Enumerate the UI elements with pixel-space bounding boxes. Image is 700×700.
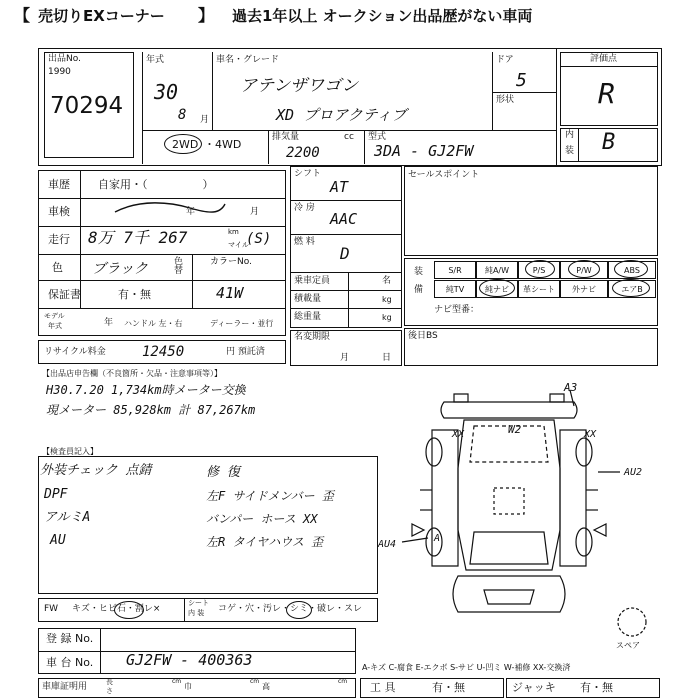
registration-label: 登 録 No. xyxy=(46,632,94,645)
sheet-text: コゲ・穴・汚レ・シミ・破レ・スレ xyxy=(218,604,363,614)
doors-value: 5 xyxy=(516,70,527,91)
chassis-label: 車 台 No. xyxy=(46,656,94,669)
chassis-value: GJ2FW - 400363 xyxy=(126,651,253,669)
interior-label-2: 装 xyxy=(565,146,575,156)
model-label: 型式 xyxy=(368,132,387,142)
mileage-label: 走行 xyxy=(48,233,70,246)
inspector-left-2: DPF xyxy=(44,487,68,502)
color-change-label: 色替 xyxy=(174,257,184,276)
certificate-label: 車庫証明用 xyxy=(42,682,88,692)
mileage-unit-mile: マイル xyxy=(228,241,249,249)
header-note: 過去1年以上 オークション出品歴がない車両 xyxy=(232,7,533,25)
equipment-label-1: 装 xyxy=(414,267,424,277)
shape-label: 形状 xyxy=(496,95,515,105)
inspector-left-4: AU xyxy=(50,533,66,548)
fw-text: キズ・ヒビ石・割レ× xyxy=(72,604,161,614)
equip-tv: 純TV xyxy=(434,280,476,298)
cert-cm-1: cm xyxy=(172,678,182,685)
color-no-value: 41W xyxy=(216,284,244,302)
shift-label: シフト xyxy=(294,169,322,179)
model-year-label-2: 年式 xyxy=(48,322,62,330)
inspection-label: 車検 xyxy=(48,205,70,218)
mileage-unit-km: km xyxy=(228,228,239,236)
inspection-month-unit: 月 xyxy=(250,207,260,217)
lot-sub-value: 1990 xyxy=(48,67,71,77)
inspector-label: 【検査員記入】 xyxy=(42,447,98,456)
cert-length-2: さ xyxy=(106,687,113,695)
warranty-label: 保証書 xyxy=(48,288,81,301)
equip-abs: ABS xyxy=(608,261,656,279)
fuel-label: 燃 料 xyxy=(294,237,315,247)
capacity-label: 乗車定員 xyxy=(294,276,331,286)
strike-scribble xyxy=(110,194,230,224)
color-no-label: カラーNo. xyxy=(210,257,252,267)
tools-label: 工 具 xyxy=(370,681,396,694)
load-unit: kg xyxy=(382,295,392,304)
inspector-right-4: 左R タイヤハウス 歪 xyxy=(206,535,324,549)
handle-options: ハンドル 左・右 xyxy=(124,319,183,328)
interior-value: B xyxy=(602,130,616,155)
year-value: 30 xyxy=(154,80,179,104)
recycle-unit: 円 預託済 xyxy=(226,347,265,357)
equipment-label-2: 備 xyxy=(414,285,424,295)
load-label: 積載量 xyxy=(294,294,322,304)
warranty-value: 有・無 xyxy=(118,288,151,301)
sales-point-label: セールスポイント xyxy=(408,170,480,180)
inspector-left-3: アルミA xyxy=(44,510,91,525)
jack-label: ジャッキ xyxy=(512,681,556,694)
model-value: 3DA - GJ2FW xyxy=(374,142,474,160)
ac-value: AAC xyxy=(330,210,358,228)
tools-value: 有・無 xyxy=(432,681,465,694)
displacement-value: 2200 xyxy=(286,145,320,161)
header-bracket-left: 【 xyxy=(14,6,31,25)
mark-a: A xyxy=(434,533,441,544)
recycle-label: リサイクル料金 xyxy=(44,347,106,357)
cert-length-1: 長 xyxy=(106,678,113,686)
later-doc-label: 後日BS xyxy=(408,331,438,341)
cert-cm-3: cm xyxy=(338,678,348,685)
mark-au4: AU4 xyxy=(378,539,397,550)
inspector-right-3: バンパー ホース XX xyxy=(206,512,318,526)
spare-label: スペア xyxy=(616,641,640,650)
name-change-day: 日 xyxy=(382,353,392,363)
rating-value: R xyxy=(598,77,615,110)
inspection-year-unit: 年 xyxy=(186,207,196,217)
model-year-unit: 年 xyxy=(104,318,114,328)
cert-height: 高 xyxy=(262,682,270,691)
header-bracket-right: 】 xyxy=(198,6,215,25)
mark-xx-right: XX xyxy=(584,429,597,440)
lot-label: 出品No. xyxy=(48,54,81,64)
equip-aw: 純A/W xyxy=(476,261,518,279)
mileage-value: 8万 7千 267 xyxy=(88,228,188,247)
history-value: 自家用・（ ） xyxy=(98,178,214,191)
equip-sr: S/R xyxy=(434,261,476,279)
inspector-left-1: 外装チェック 点錆 xyxy=(40,463,152,478)
rating-label: 評価点 xyxy=(590,54,618,64)
drive-2wd: 2WD xyxy=(172,138,199,151)
notes-label: 【出品店申告欄（不良箇所・欠品・注意事項等）】 xyxy=(42,369,222,378)
month-unit: 月 xyxy=(200,115,210,125)
cert-width: 巾 xyxy=(184,682,192,691)
legend: A-キズ C-腐食 E-エクボ S-サビ U-凹ミ W-補修 XX-交換済 xyxy=(362,663,571,672)
fuel-value: D xyxy=(340,244,350,263)
later-doc-box xyxy=(404,328,658,366)
gross-label: 総重量 xyxy=(294,312,322,322)
car-grade: XD プロアクティブ xyxy=(276,106,407,124)
model-year-label-1: モデル xyxy=(44,312,65,320)
year-label: 年式 xyxy=(146,55,165,65)
cert-cm-2: cm xyxy=(250,678,260,685)
mark-au2: AU2 xyxy=(624,467,643,478)
capacity-unit: 名 xyxy=(382,276,392,286)
inspector-right-2: 左F サイドメンバー 歪 xyxy=(206,489,334,503)
displacement-unit: cc xyxy=(344,132,354,142)
recycle-value: 12450 xyxy=(142,344,185,360)
notes-line-1: H30.7.20 1,734km時メーター交換 xyxy=(46,383,246,397)
color-label: 色 xyxy=(52,261,63,274)
mark-w2: W2 xyxy=(508,423,522,436)
mark-a3: A3 xyxy=(564,381,578,394)
jack-value: 有・無 xyxy=(580,681,613,694)
color-value: ブラック xyxy=(92,261,148,277)
dealer-options: ディーラー・並行 xyxy=(210,319,274,328)
equip-navi: 純ナビ xyxy=(476,280,518,298)
notes-line-2: 現メーター 85,928km 計 87,267km xyxy=(46,403,256,417)
shift-value: AT xyxy=(330,178,349,196)
equip-ps: P/S xyxy=(518,261,560,279)
gross-unit: kg xyxy=(382,313,392,322)
name-change-month: 月 xyxy=(340,353,350,363)
displacement-label: 排気量 xyxy=(272,132,300,142)
mileage-paren: (S) xyxy=(246,231,272,247)
equip-pw: P/W xyxy=(560,261,608,279)
ac-label: 冷 房 xyxy=(294,203,315,213)
car-name: アテンザワゴン xyxy=(240,76,359,96)
navi-label: ナビ型番： xyxy=(434,305,480,315)
equip-airbag: エアB xyxy=(608,280,656,298)
mark-xx-left: XX xyxy=(452,429,465,440)
car-name-label: 車名・グレード xyxy=(216,55,280,65)
drive-4wd: ・4WD xyxy=(204,138,242,151)
history-label: 車歴 xyxy=(48,178,70,191)
sheet-label-2: 内 装 xyxy=(188,609,205,617)
lot-value: 70294 xyxy=(50,93,124,119)
equip-ext-navi: 外ナビ xyxy=(560,280,608,298)
name-change-label: 名変期限 xyxy=(294,332,331,342)
doors-label: ドア xyxy=(496,55,514,65)
car-diagram xyxy=(384,380,684,660)
equip-leather: 革シート xyxy=(518,280,560,298)
inspector-right-1: 修 復 xyxy=(206,465,240,480)
month-value: 8 xyxy=(178,107,187,123)
interior-label-1: 内 xyxy=(565,130,575,140)
fw-label: FW xyxy=(44,604,59,614)
sheet-label-1: シート xyxy=(188,599,209,607)
header-highlight: 売切りEXコーナー xyxy=(38,7,165,25)
